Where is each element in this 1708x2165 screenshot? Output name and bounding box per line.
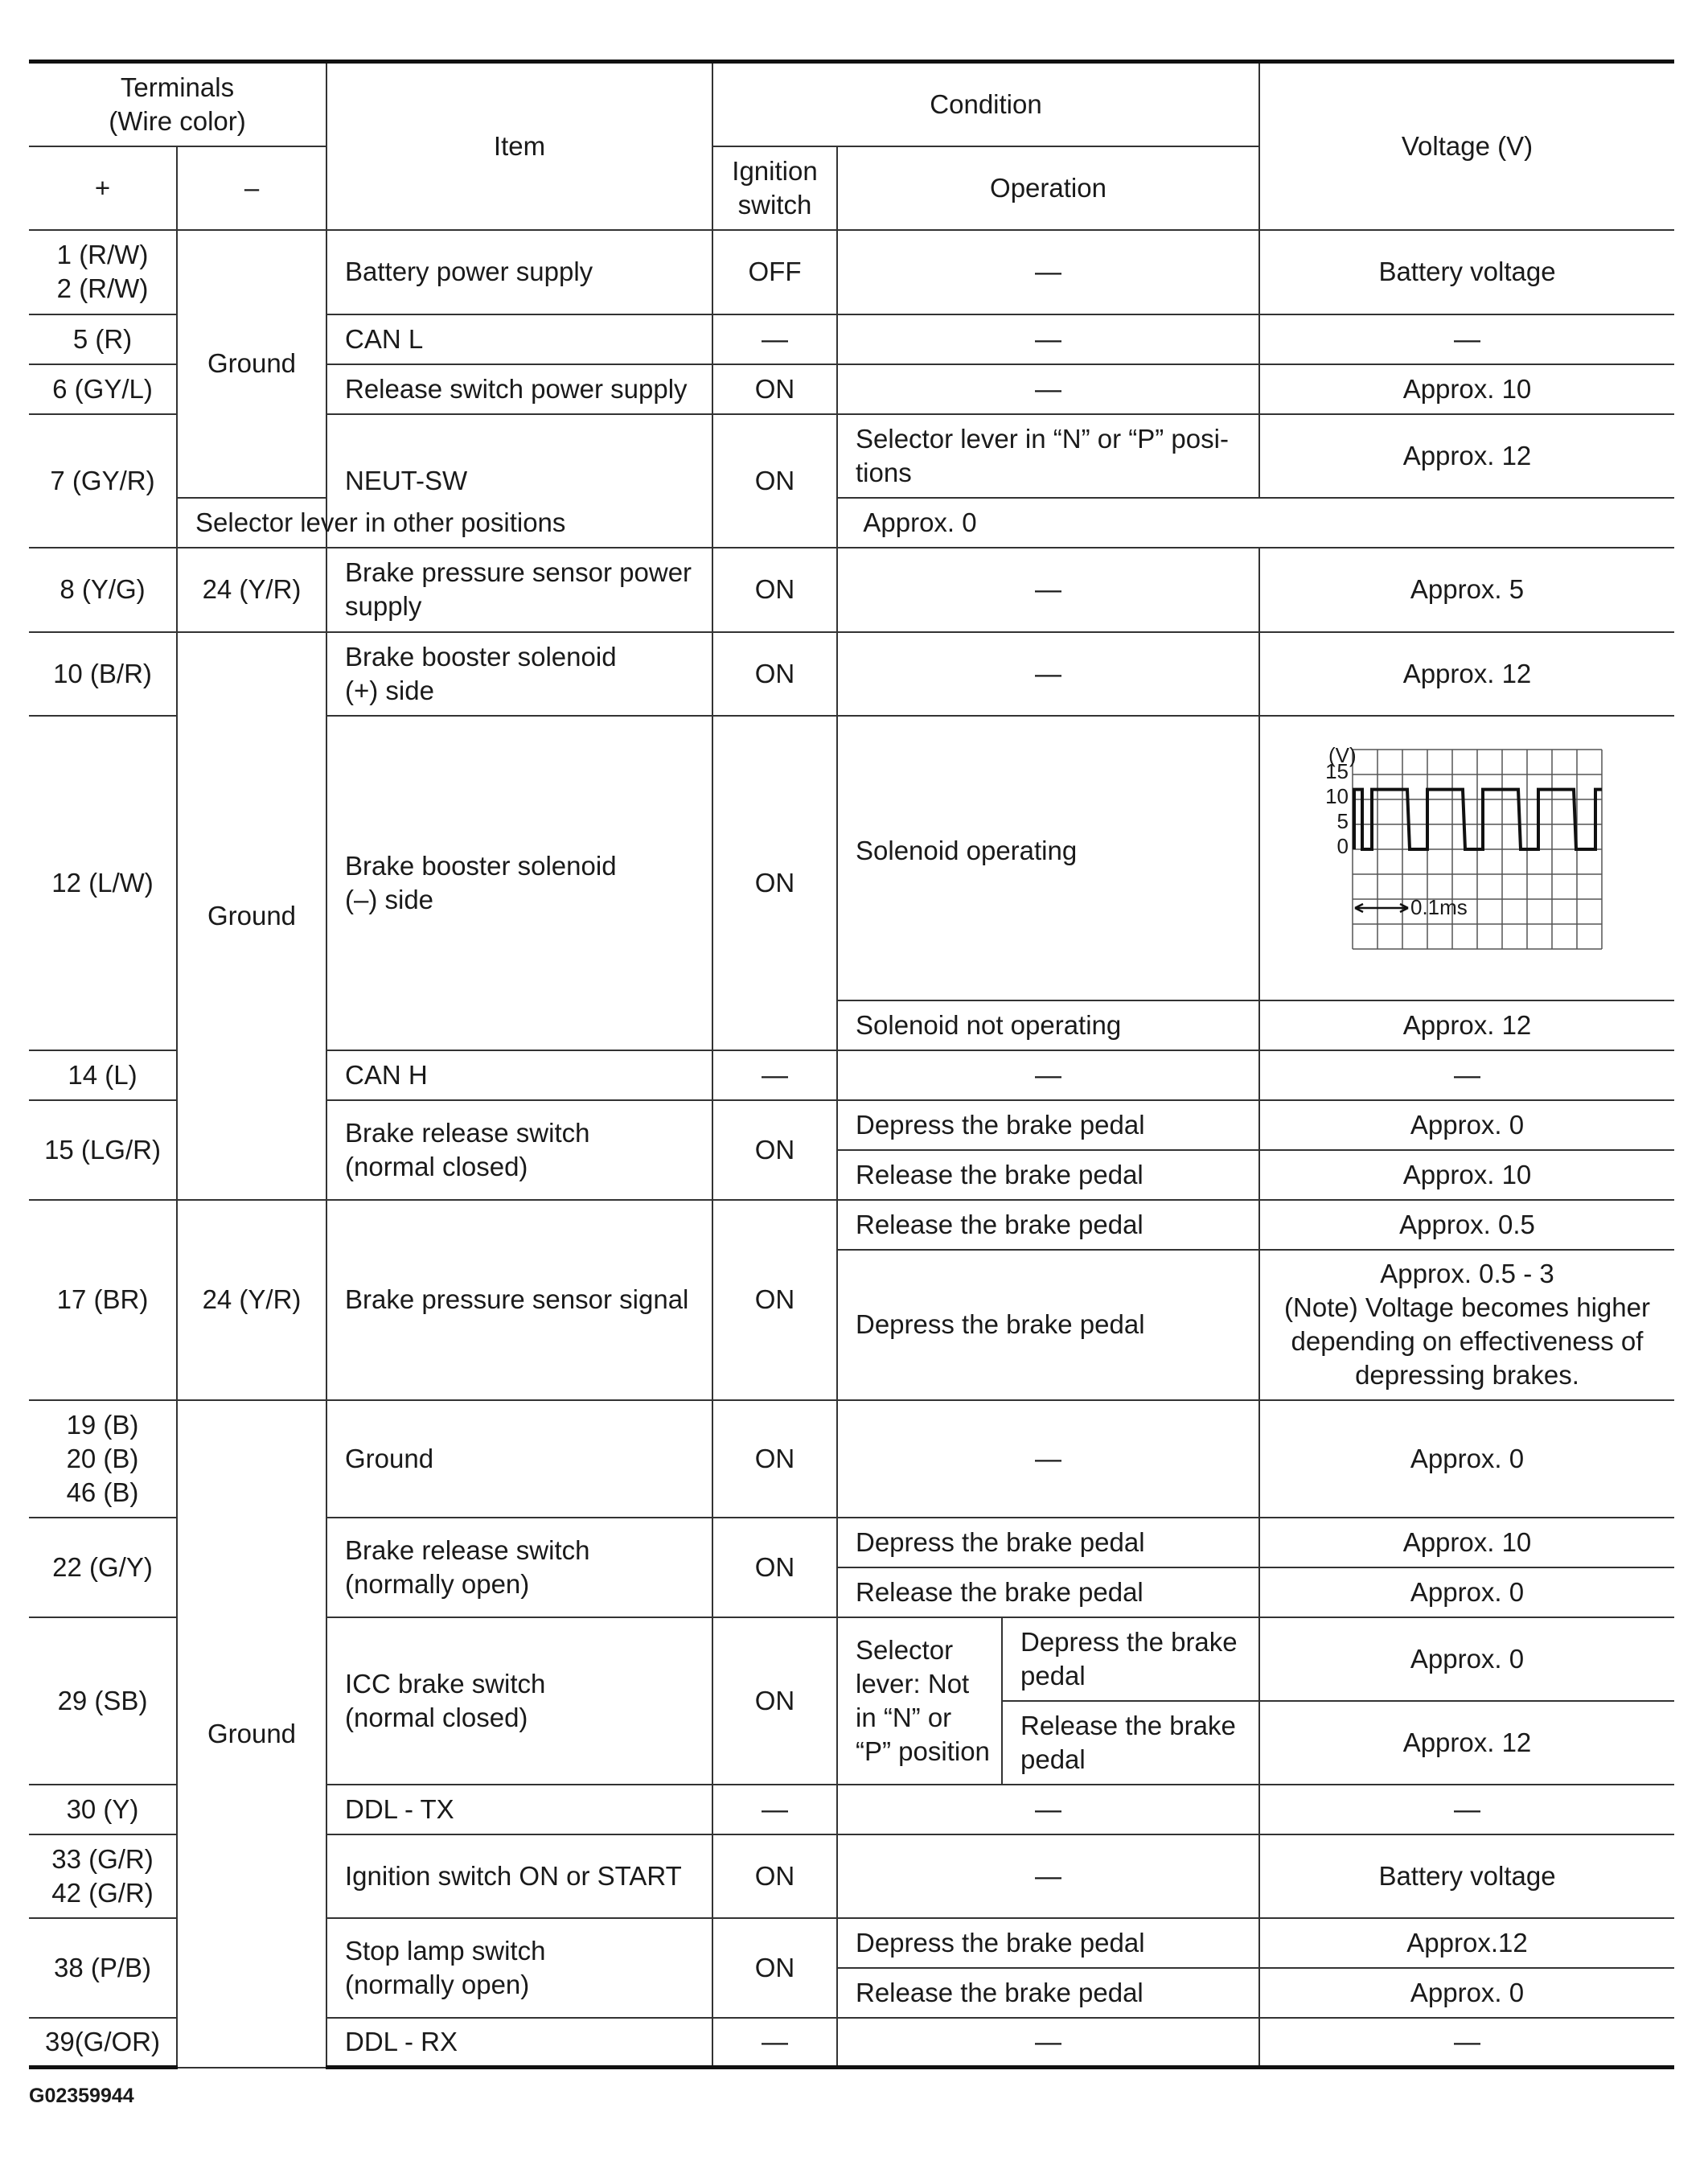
operation-cell: Release the brake pedal: [837, 1968, 1259, 2018]
terminal-minus: 24 (Y/R): [177, 548, 326, 632]
voltage-cell: Approx. 0.5: [1259, 1200, 1674, 1250]
ignition-cell: ON: [712, 716, 837, 1050]
waveform-unit-label: (V): [1328, 742, 1357, 767]
operation-cell: —: [837, 1050, 1259, 1100]
ignition-cell: —: [712, 1050, 837, 1100]
item-cell: DDL - RX: [326, 2018, 712, 2068]
voltage-cell: Approx. 0: [1259, 1617, 1674, 1701]
operation-cell: Solenoid not operating: [837, 1000, 1259, 1050]
item-cell: NEUT-SW: [326, 414, 712, 548]
item-cell: Stop lamp switch (normally open): [326, 1918, 712, 2018]
voltage-cell: Approx. 0.5 - 3 (Note) Voltage becomes higher depending on effectiveness of depressing brakes.: [1259, 1250, 1674, 1400]
item-cell: Release switch power supply: [326, 364, 712, 414]
ignition-cell: ON: [712, 1918, 837, 2018]
item-cell: Ignition switch ON or START: [326, 1834, 712, 1918]
header-voltage: Voltage (V): [1259, 62, 1674, 230]
operation-cell: Depress the brake pedal: [837, 1250, 1259, 1400]
operation-cell: —: [837, 632, 1259, 716]
operation-cell: Depress the brake pedal: [837, 1918, 1259, 1968]
ignition-cell: ON: [712, 1834, 837, 1918]
terminal-voltage-table: [29, 60, 1674, 2069]
item-cell: Brake pressure sensor power supply: [326, 548, 712, 632]
terminal-plus: 39(G/OR): [29, 2018, 177, 2068]
terminal-plus: 8 (Y/G): [29, 548, 177, 632]
terminal-plus: 38 (P/B): [29, 1918, 177, 2018]
ignition-cell: ON: [712, 632, 837, 716]
waveform-y-tick: 15: [1325, 758, 1349, 783]
header-item: Item: [326, 62, 712, 230]
voltage-cell: Approx. 0: [1259, 1968, 1674, 2018]
item-cell: CAN H: [326, 1050, 712, 1100]
voltage-cell: Approx.12: [1259, 1918, 1674, 1968]
voltage-cell: Approx. 12: [1259, 632, 1674, 716]
pulse-trace: [1354, 789, 1602, 848]
waveform-y-tick: 0: [1336, 833, 1349, 858]
ignition-cell: ON: [712, 364, 837, 414]
terminal-plus: 33 (G/R) 42 (G/R): [29, 1834, 177, 1918]
waveform-time-label: 0.1ms: [1410, 894, 1468, 919]
voltage-cell: Approx. 0: [1259, 1400, 1674, 1518]
terminal-plus: 10 (B/R): [29, 632, 177, 716]
ignition-cell: ON: [712, 1518, 837, 1617]
ignition-cell: —: [712, 314, 837, 364]
operation-cell: —: [837, 1785, 1259, 1834]
item-cell: Brake booster solenoid (–) side: [326, 716, 712, 1050]
item-cell: Ground: [326, 1400, 712, 1518]
operation-cell: —: [837, 548, 1259, 632]
ignition-cell: ON: [712, 1400, 837, 1518]
terminal-plus: 12 (L/W): [29, 716, 177, 1050]
voltage-cell: Approx. 12: [1259, 1000, 1674, 1050]
selector-condition-cell: Selector lever: Not in “N” or “P” position: [837, 1617, 1002, 1785]
terminal-plus: 15 (LG/R): [29, 1100, 177, 1200]
header-minus: –: [177, 146, 326, 230]
operation-cell: Selector lever in “N” or “P” posi- tions: [837, 414, 1259, 498]
operation-cell: Release the brake pedal: [1002, 1701, 1259, 1785]
operation-cell: Solenoid operating: [837, 716, 1259, 1000]
ignition-cell: ON: [712, 414, 837, 548]
terminal-plus: 29 (SB): [29, 1617, 177, 1785]
voltage-cell: Battery voltage: [1259, 230, 1674, 314]
voltage-cell: Approx. 10: [1259, 1518, 1674, 1567]
header-operation: Operation: [837, 146, 1259, 230]
voltage-cell: Approx. 10: [1259, 364, 1674, 414]
ignition-cell: ON: [712, 1617, 837, 1785]
item-cell: CAN L: [326, 314, 712, 364]
terminal-plus: 1 (R/W) 2 (R/W): [29, 230, 177, 314]
ignition-cell: —: [712, 2018, 837, 2068]
pulse-waveform-chart: [1308, 733, 1630, 975]
waveform-y-tick: 5: [1336, 808, 1349, 833]
voltage-cell: Approx. 10: [1259, 1150, 1674, 1200]
item-cell: Brake release switch (normal closed): [326, 1100, 712, 1200]
header-terminals: Terminals (Wire color): [29, 62, 326, 146]
terminal-minus-ground: Ground: [177, 230, 326, 498]
ignition-cell: OFF: [712, 230, 837, 314]
ignition-cell: ON: [712, 548, 837, 632]
terminal-plus: 19 (B) 20 (B) 46 (B): [29, 1400, 177, 1518]
operation-cell: —: [837, 1400, 1259, 1518]
time-span-arrow: [1355, 904, 1408, 912]
terminal-plus: 7 (GY/R): [29, 414, 177, 548]
terminal-plus: 22 (G/Y): [29, 1518, 177, 1617]
terminal-plus: 14 (L): [29, 1050, 177, 1100]
terminal-plus: 17 (BR): [29, 1200, 177, 1400]
ignition-cell: ON: [712, 1200, 837, 1400]
operation-cell: Depress the brake pedal: [837, 1518, 1259, 1567]
ignition-cell: ON: [712, 1100, 837, 1200]
terminal-plus: 6 (GY/L): [29, 364, 177, 414]
terminal-minus-ground: Ground: [177, 1400, 326, 2068]
waveform-y-tick: 10: [1325, 783, 1349, 808]
voltage-cell: —: [1259, 1050, 1674, 1100]
item-cell: ICC brake switch (normal closed): [326, 1617, 712, 1785]
operation-cell: —: [837, 364, 1259, 414]
voltage-cell: Approx. 12: [1259, 1701, 1674, 1785]
header-plus: +: [29, 146, 177, 230]
voltage-cell: Approx. 5: [1259, 548, 1674, 632]
item-cell: Battery power supply: [326, 230, 712, 314]
item-cell: Brake pressure sensor signal: [326, 1200, 712, 1400]
terminal-plus: 5 (R): [29, 314, 177, 364]
waveform-cell: [1259, 716, 1674, 1000]
operation-cell: Release the brake pedal: [837, 1567, 1259, 1617]
ignition-cell: —: [712, 1785, 837, 1834]
voltage-cell: —: [1259, 2018, 1674, 2068]
terminal-minus-ground: Ground: [177, 632, 326, 1200]
voltage-cell: Approx. 0: [1259, 1567, 1674, 1617]
terminal-plus: 30 (Y): [29, 1785, 177, 1834]
item-cell: DDL - TX: [326, 1785, 712, 1834]
header-condition: Condition: [712, 62, 1259, 146]
voltage-cell: Approx. 0: [837, 498, 1002, 548]
voltage-cell: Approx. 12: [1259, 414, 1674, 498]
operation-cell: —: [837, 314, 1259, 364]
operation-cell: —: [837, 2018, 1259, 2068]
figure-code: G02359944: [29, 2085, 134, 2107]
item-cell: Brake booster solenoid (+) side: [326, 632, 712, 716]
item-cell: Brake release switch (normally open): [326, 1518, 712, 1617]
voltage-cell: Approx. 0: [1259, 1100, 1674, 1150]
voltage-cell: —: [1259, 314, 1674, 364]
voltage-cell: —: [1259, 1785, 1674, 1834]
operation-cell: —: [837, 230, 1259, 314]
operation-cell: Release the brake pedal: [837, 1150, 1259, 1200]
operation-cell: Depress the brake pedal: [1002, 1617, 1259, 1701]
voltage-cell: Battery voltage: [1259, 1834, 1674, 1918]
operation-cell: Depress the brake pedal: [837, 1100, 1259, 1150]
operation-cell: Selector lever in other positions: [177, 498, 712, 548]
header-ignition-switch: Ignition switch: [712, 146, 837, 230]
operation-cell: Release the brake pedal: [837, 1200, 1259, 1250]
terminal-minus: 24 (Y/R): [177, 1200, 326, 1400]
operation-cell: —: [837, 1834, 1259, 1918]
